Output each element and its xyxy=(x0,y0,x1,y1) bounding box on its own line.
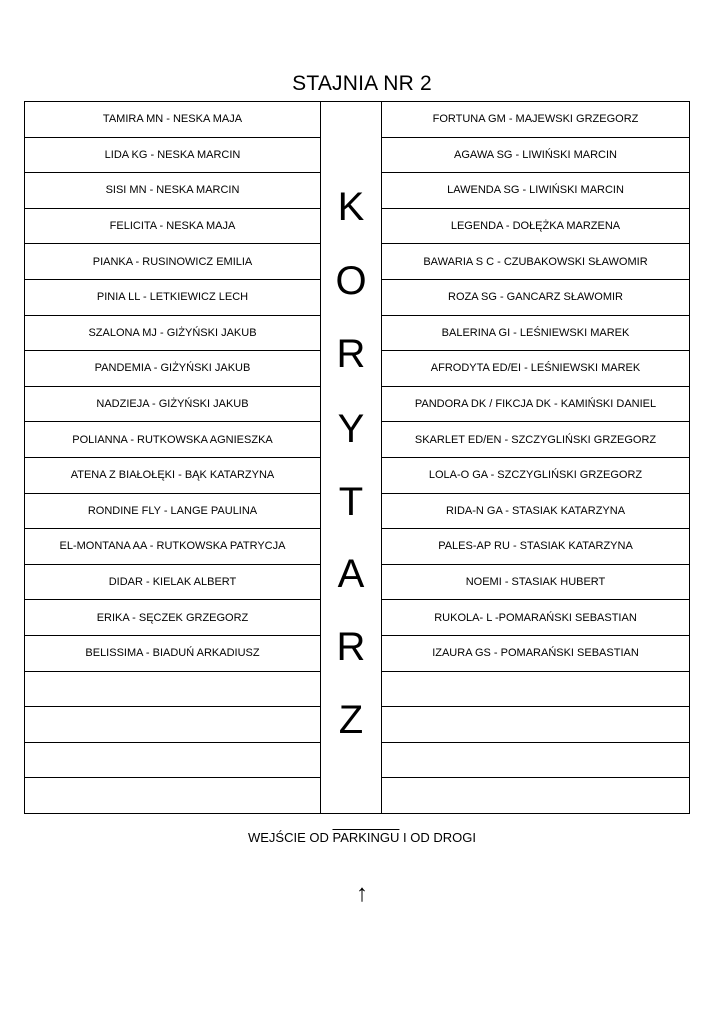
corridor-letter-1: K xyxy=(337,185,365,229)
right-stall-6: ROZA SG - GANCARZ SŁAWOMIR xyxy=(382,280,689,316)
left-stall-15: ERIKA - SĘCZEK GRZEGORZ xyxy=(25,600,320,636)
left-stall-14: DIDAR - KIELAK ALBERT xyxy=(25,565,320,601)
right-stall-12: RIDA-N GA - STASIAK KATARZYNA xyxy=(382,494,689,530)
left-stall-20 xyxy=(25,778,320,814)
right-stall-9: PANDORA DK / FIKCJA DK - KAMIŃSKI DANIEL xyxy=(382,387,689,423)
right-stall-5: BAWARIA S C - CZUBAKOWSKI SŁAWOMIR xyxy=(382,244,689,280)
left-stall-10: POLIANNA - RUTKOWSKA AGNIESZKA xyxy=(25,422,320,458)
page-title: STAJNIA NR 2 xyxy=(292,72,432,95)
right-stall-10: SKARLET ED/EN - SZCZYGLIŃSKI GRZEGORZ xyxy=(382,422,689,458)
corridor-letter-6: A xyxy=(337,552,365,596)
right-stall-2: AGAWA SG - LIWIŃSKI MARCIN xyxy=(382,138,689,174)
left-stall-17 xyxy=(25,672,320,708)
left-stall-9: NADZIEJA - GIŻYŃSKI JAKUB xyxy=(25,387,320,423)
right-stall-18 xyxy=(382,707,689,743)
right-stall-7: BALERINA GI - LEŚNIEWSKI MAREK xyxy=(382,316,689,352)
corridor-letter-4: Y xyxy=(337,407,365,451)
left-stall-19 xyxy=(25,743,320,779)
entrance-text-after: I OD DROGI xyxy=(399,830,476,845)
right-stall-1: FORTUNA GM - MAJEWSKI GRZEGORZ xyxy=(382,102,689,138)
left-stall-16: BELISSIMA - BIADUŃ ARKADIUSZ xyxy=(25,636,320,672)
corridor xyxy=(321,102,381,813)
right-stall-17 xyxy=(382,672,689,708)
entrance-text-parking: PARKINGU xyxy=(332,830,400,845)
right-stall-column xyxy=(382,102,689,814)
left-stall-3: SISI MN - NESKA MARCIN xyxy=(25,173,320,209)
right-stall-20 xyxy=(382,778,689,814)
left-stall-5: PIANKA - RUSINOWICZ EMILIA xyxy=(25,244,320,280)
right-stall-3: LAWENDA SG - LIWIŃSKI MARCIN xyxy=(382,173,689,209)
left-stall-1: TAMIRA MN - NESKA MAJA xyxy=(25,102,320,138)
left-stall-11: ATENA Z BIAŁOŁĘKI - BĄK KATARZYNA xyxy=(25,458,320,494)
right-stall-4: LEGENDA - DOŁĘŻKA MARZENA xyxy=(382,209,689,245)
left-stall-6: PINIA LL - LETKIEWICZ LECH xyxy=(25,280,320,316)
right-stall-16: IZAURA GS - POMARAŃSKI SEBASTIAN xyxy=(382,636,689,672)
left-stall-13: EL-MONTANA AA - RUTKOWSKA PATRYCJA xyxy=(25,529,320,565)
left-stall-18 xyxy=(25,707,320,743)
right-stall-11: LOLA-O GA - SZCZYGLIŃSKI GRZEGORZ xyxy=(382,458,689,494)
right-stall-13: PALES-AP RU - STASIAK KATARZYNA xyxy=(382,529,689,565)
left-stall-12: RONDINE FLY - LANGE PAULINA xyxy=(25,494,320,530)
right-stall-8: AFRODYTA ED/EI - LEŚNIEWSKI MAREK xyxy=(382,351,689,387)
corridor-letter-5: T xyxy=(338,480,364,524)
stable-plan xyxy=(24,101,690,814)
right-stall-14: NOEMI - STASIAK HUBERT xyxy=(382,565,689,601)
corridor-letter-7: R xyxy=(336,625,366,669)
left-stall-column xyxy=(25,102,320,814)
corridor-letter-2: O xyxy=(335,259,367,303)
corridor-letter-8: Z xyxy=(338,698,364,742)
right-stall-19 xyxy=(382,743,689,779)
left-stall-2: LIDA KG - NESKA MARCIN xyxy=(25,138,320,174)
left-stall-8: PANDEMIA - GIŻYŃSKI JAKUB xyxy=(25,351,320,387)
corridor-letter-3: R xyxy=(336,332,366,376)
entrance-label xyxy=(0,830,724,845)
left-stall-7: SZALONA MJ - GIŻYŃSKI JAKUB xyxy=(25,316,320,352)
entrance-text-before: WEJŚCIE OD xyxy=(247,830,333,845)
right-stall-15: RUKOLA- L -POMARAŃSKI SEBASTIAN xyxy=(382,600,689,636)
up-arrow-icon: ↑ xyxy=(356,880,368,907)
left-stall-4: FELICITA - NESKA MAJA xyxy=(25,209,320,245)
